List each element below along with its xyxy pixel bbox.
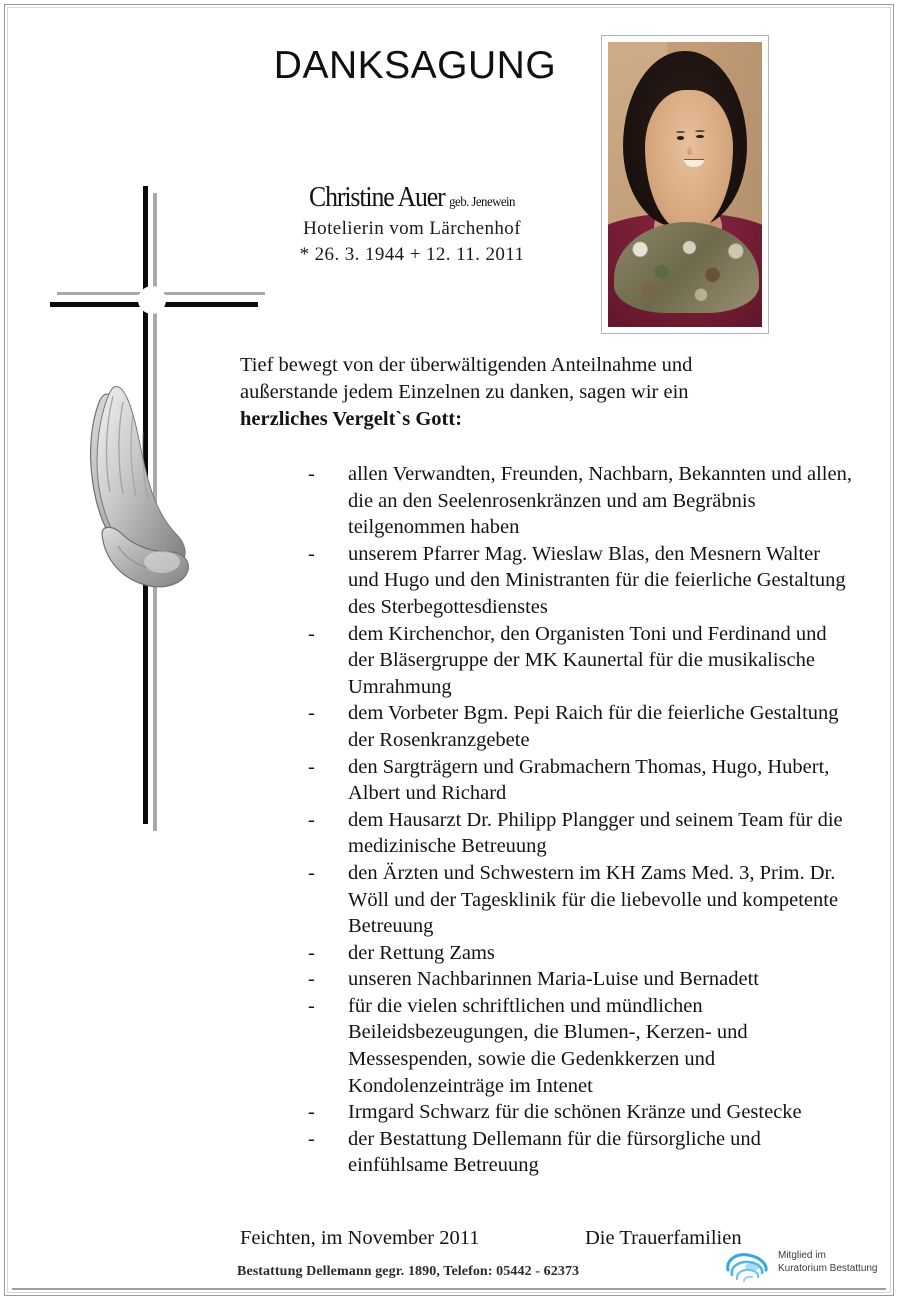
thanks-item-text: unseren Nachbarinnen Maria-Luise und Bernadett <box>348 968 759 991</box>
thanks-item-text: der Bestattung Dellemann für die fürsorgliche und einfühlsame Betreuung <box>348 1127 761 1177</box>
deceased-nee: geb. Jenewein <box>449 195 515 210</box>
intro-paragraph <box>240 352 810 433</box>
deceased-name <box>274 183 550 212</box>
thanks-bullet: - <box>308 463 315 485</box>
deceased-dates: * 26. 3. 1944 + 12. 11. 2011 <box>299 244 525 266</box>
portrait-photo <box>608 42 762 327</box>
thanks-item <box>308 541 853 621</box>
thanks-item <box>308 1126 853 1179</box>
deceased-name-text: Christine Auer <box>309 182 445 213</box>
thanks-item <box>308 700 853 753</box>
portrait-frame <box>601 35 769 334</box>
praying-hands-icon <box>66 366 194 594</box>
portrait-mouth <box>684 159 703 167</box>
portrait-eyebrow-left <box>676 131 686 133</box>
thanks-bullet: - <box>308 622 315 645</box>
footer-company-info: Bestattung Dellemann gegr. 1890, Telefon: 05442 - 62373 <box>237 1264 580 1279</box>
kuratorium-logo <box>722 1246 882 1288</box>
thanks-bullet: - <box>308 808 315 831</box>
thanks-bullet: - <box>308 1127 315 1150</box>
thanks-item <box>308 754 853 807</box>
thanks-item-text: dem Vorbeter Bgm. Pepi Raich für die feierliche Gestaltung der Rosenkranzgebete <box>348 702 839 751</box>
closing-family: Die Trauerfamilien <box>585 1227 742 1249</box>
deceased-info <box>262 183 562 266</box>
kuratorium-text <box>778 1250 878 1275</box>
thanks-bullet: - <box>308 542 315 565</box>
thanks-item <box>308 807 853 860</box>
thanks-bullet: - <box>308 702 315 725</box>
kuratorium-line-2: Kuratorium Bestattung <box>778 1262 878 1274</box>
closing-place-date: Feichten, im November 2011 <box>240 1227 480 1249</box>
thanks-item-text: dem Hausarzt Dr. Philipp Plangger und seinem Team für die medizinische Betreuung <box>348 808 843 858</box>
deceased-role: Hotelierin vom Lärchenhof <box>303 218 521 240</box>
thanks-item-text: der Rettung Zams <box>348 941 495 964</box>
thanks-item-text: allen Verwandten, Freunden, Nachbarn, Bekannten und allen, die an den Seelenrosenkränzen und am Begräbnis teilgenommen haben <box>348 463 852 539</box>
thanks-item <box>308 1099 853 1126</box>
thanks-bullet: - <box>308 968 315 991</box>
intro-line-2: außerstande jedem Einzelnen zu danken, sagen wir ein <box>240 381 689 403</box>
portrait-nose <box>686 145 693 155</box>
portrait-eye-right <box>696 135 704 139</box>
cross-center-highlight <box>138 286 166 314</box>
thanks-bullet: - <box>308 994 315 1017</box>
thanks-item-text: unserem Pfarrer Mag. Wieslaw Blas, den Mesnern Walter und Hugo und den Ministranten für die feierliche Gestaltung des Sterbegottesdienstes <box>348 542 846 618</box>
footer-divider <box>12 1288 886 1290</box>
thanks-item <box>308 966 853 993</box>
intro-line-3: herzliches Vergelt`s Gott: <box>240 408 463 430</box>
intro-line-1: Tief bewegt von der überwältigenden Anteilnahme und <box>240 354 693 376</box>
thanks-item <box>308 993 853 1099</box>
thanks-bullet: - <box>308 861 315 884</box>
thanks-item <box>308 461 853 541</box>
thanks-item-text: den Sargträgern und Grabmachern Thomas, Hugo, Hubert, Albert und Richard <box>348 755 830 805</box>
page-title: DANKSAGUNG <box>273 44 557 87</box>
thanks-item <box>308 860 853 940</box>
thanks-bullet: - <box>308 941 315 964</box>
thanks-item-text: den Ärzten und Schwestern im KH Zams Med. 3, Prim. Dr. Wöll und der Tagesklinik für die liebevolle und kompetente Betreuung <box>348 861 839 938</box>
kuratorium-line-1: Mitglied im <box>778 1250 826 1261</box>
swirl-icon <box>722 1250 778 1284</box>
thanks-bullet: - <box>308 1101 315 1124</box>
thanks-item <box>308 621 853 701</box>
thanks-item-text: dem Kirchenchor, den Organisten Toni und Ferdinand und der Bläsergruppe der MK Kaunertal für die musikalische Umrahmung <box>348 622 827 698</box>
thanks-list <box>308 461 853 1179</box>
thanks-bullet: - <box>308 755 315 778</box>
portrait-eyebrow-right <box>695 130 705 132</box>
thanks-item <box>308 940 853 967</box>
thanks-item-text: für die vielen schriftlichen und mündlichen Beileidsbezeugungen, die Blumen-, Kerzen- und Messespenden, sowie die Gedenkkerzen und Kondolenzeinträge im Intenet <box>348 994 748 1097</box>
portrait-eye-left <box>677 136 685 140</box>
thanks-item-text: Irmgard Schwarz für die schönen Kränze und Gestecke <box>348 1101 802 1124</box>
